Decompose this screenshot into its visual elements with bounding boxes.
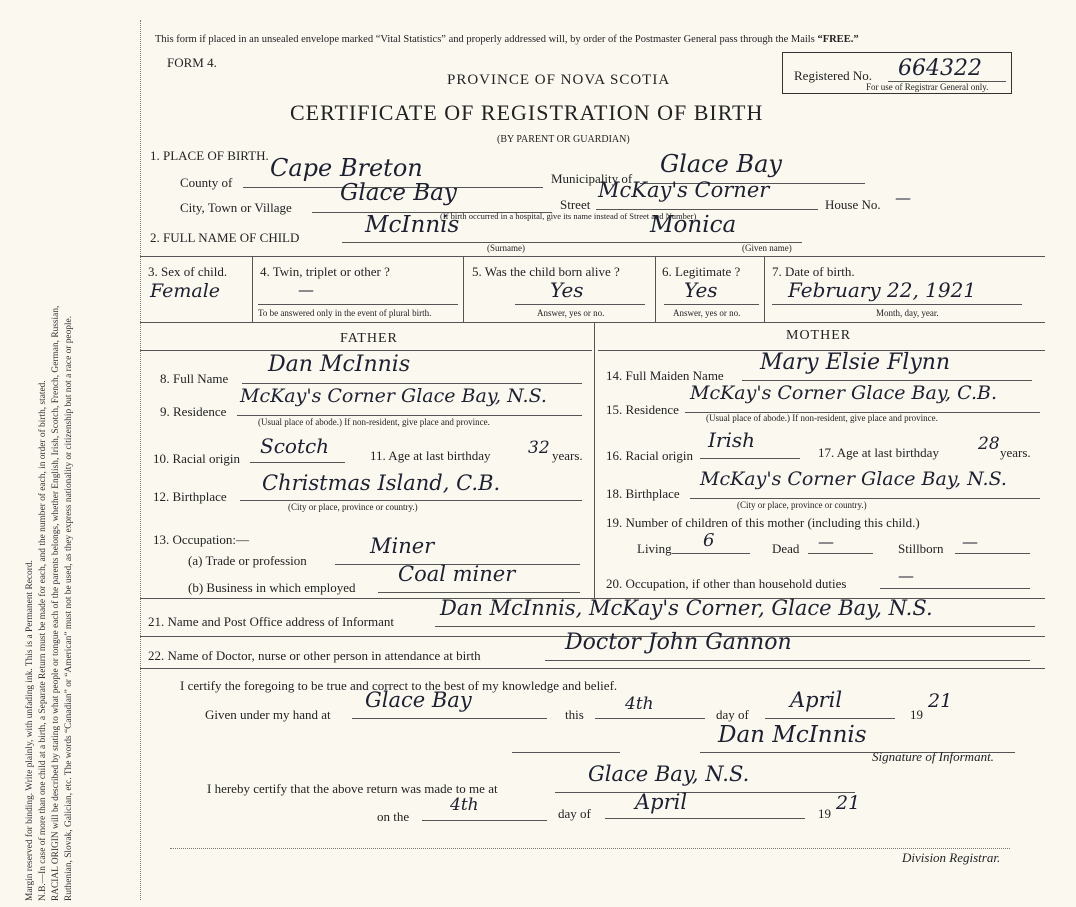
living-value: 6 bbox=[703, 530, 715, 551]
father-years: years. bbox=[552, 448, 583, 463]
mother-racial-label: 16. Racial origin bbox=[606, 448, 694, 463]
registrar-day-line bbox=[422, 820, 547, 821]
informant-line bbox=[435, 626, 1035, 627]
county-value: Cape Breton bbox=[270, 154, 423, 182]
informant-signature-label: Signature of Informant. bbox=[872, 749, 994, 764]
legitimate-line bbox=[664, 304, 759, 305]
mother-name: Mary Elsie Flynn bbox=[760, 350, 951, 375]
given-year-suffix: 21 bbox=[928, 690, 953, 712]
living-label: Living bbox=[637, 541, 672, 556]
registrar-statement: I hereby certify that the above return was made to me at bbox=[207, 781, 498, 796]
legitimate-note: Answer, yes or no. bbox=[673, 308, 741, 318]
street-line bbox=[596, 209, 818, 210]
father-business-line bbox=[378, 592, 580, 593]
grid-line-bottom bbox=[140, 322, 1045, 323]
child-surname: McInnis bbox=[365, 212, 460, 238]
father-residence-line bbox=[237, 415, 582, 416]
alive-value: Yes bbox=[550, 278, 584, 302]
registrar-day: 4th bbox=[450, 795, 479, 815]
given-place-line bbox=[352, 718, 547, 719]
registrar-place-line bbox=[555, 792, 855, 793]
stillborn-line bbox=[955, 553, 1030, 554]
father-name: Dan McInnis bbox=[268, 352, 411, 377]
sex-value: Female bbox=[150, 280, 221, 302]
mother-racial: Irish bbox=[708, 428, 756, 452]
living-line bbox=[672, 553, 750, 554]
legitimate-label: 6. Legitimate ? bbox=[662, 264, 741, 279]
dead-label: Dead bbox=[772, 541, 800, 556]
father-name-label: 8. Full Name bbox=[160, 371, 229, 386]
mother-name-label: 14. Full Maiden Name bbox=[606, 368, 724, 383]
mother-residence-label: 15. Residence bbox=[606, 402, 679, 417]
alive-line bbox=[515, 304, 645, 305]
given-place: Glace Bay bbox=[365, 688, 472, 712]
father-occupation-label: 13. Occupation:— bbox=[153, 532, 250, 547]
grid-divider bbox=[463, 256, 464, 322]
date-line bbox=[772, 304, 1022, 305]
surname-note: (Surname) bbox=[487, 243, 525, 253]
postal-note-text: This form if placed in an unsealed envelope marked “Vital Statistics” and properly addressed will, by order of the Postmaster General pass through the Mails bbox=[155, 34, 815, 45]
dead-line bbox=[808, 553, 873, 554]
municipality-value: Glace Bay bbox=[660, 150, 782, 178]
margin-notes bbox=[24, 41, 76, 901]
father-birthplace-note: (City or place, province or country.) bbox=[288, 502, 418, 512]
father-racial: Scotch bbox=[260, 434, 330, 458]
place-of-birth-label: 1. PLACE OF BIRTH. bbox=[150, 148, 269, 163]
municipality-label: Municipality of bbox=[551, 171, 633, 186]
given-year-prefix: 19 bbox=[910, 707, 923, 722]
binding-margin-line bbox=[140, 20, 141, 900]
postal-note bbox=[155, 34, 859, 45]
city-label: City, Town or Village bbox=[180, 200, 292, 215]
grid-divider bbox=[655, 256, 656, 322]
mother-age: 28 bbox=[978, 434, 1000, 454]
doctor-line bbox=[545, 660, 1030, 661]
informant-label: 21. Name and Post Office address of Informant bbox=[148, 614, 394, 629]
margin-note-line: Ruthenian, Slovak, Galician, etc. The words “Canadian” or “American” must not be used, as they express nationality or citizenship but not a race or people. bbox=[64, 315, 74, 901]
doctor-value: Doctor John Gannon bbox=[565, 630, 792, 655]
margin-note-line: RACIAL ORIGIN will be described by stating to what people or tongue each of the parents belongs, whether English, Irish, Scotch, French, German, Russian, bbox=[51, 305, 61, 901]
house-value: — bbox=[895, 188, 911, 207]
father-age-label: 11. Age at last birthday bbox=[370, 448, 491, 463]
city-value: Glace Bay bbox=[340, 180, 457, 206]
page-title: CERTIFICATE OF REGISTRATION OF BIRTH bbox=[290, 100, 764, 125]
registrar-year-prefix: 19 bbox=[818, 806, 831, 821]
mother-occupation-label: 20. Occupation, if other than household duties bbox=[606, 576, 847, 591]
registrar-day-of-label: day of bbox=[558, 806, 591, 821]
father-business: Coal miner bbox=[398, 562, 516, 586]
street-value: McKay's Corner bbox=[598, 178, 770, 202]
county-label: County of bbox=[180, 175, 233, 190]
form-number: FORM 4. bbox=[167, 55, 217, 70]
given-day-line bbox=[595, 718, 705, 719]
twin-note: To be answered only in the event of plural birth. bbox=[258, 308, 432, 318]
given-under-label: Given under my hand at bbox=[205, 707, 331, 722]
informant-signature: Dan McInnis bbox=[718, 722, 867, 748]
parents-divider bbox=[594, 322, 595, 598]
registrar-use-note: For use of Registrar General only. bbox=[866, 82, 989, 92]
margin-note-line: Margin reserved for binding. Write plainly, with unfading ink. This is a Permanent Record. bbox=[25, 560, 35, 901]
mother-birthplace-line bbox=[690, 498, 1040, 499]
date-note: Month, day, year. bbox=[876, 308, 939, 318]
father-heading-line bbox=[140, 350, 592, 351]
registrar-month-line bbox=[605, 818, 805, 819]
twin-line bbox=[258, 304, 458, 305]
mother-children-label: 19. Number of children of this mother (including this child.) bbox=[606, 515, 920, 530]
registered-number: 664322 bbox=[898, 56, 982, 81]
mother-racial-line bbox=[700, 458, 800, 459]
father-residence-label: 9. Residence bbox=[160, 404, 227, 419]
doctor-label: 22. Name of Doctor, nurse or other person in attendance at birth bbox=[148, 648, 481, 663]
margin-note-line: N.B.—In case of more than one child at a birth, a Separate Return must be made for each, and the number of each, in order of birth, stated. bbox=[38, 380, 48, 901]
mother-occupation-line bbox=[880, 588, 1030, 589]
province-heading: PROVINCE OF NOVA SCOTIA bbox=[447, 72, 671, 88]
alive-note: Answer, yes or no. bbox=[537, 308, 605, 318]
father-age: 32 bbox=[528, 438, 550, 458]
mother-occupation: — bbox=[898, 566, 914, 585]
father-residence-note: (Usual place of abode.) If non-resident, give place and province. bbox=[258, 417, 490, 427]
grid-divider bbox=[252, 256, 253, 322]
given-day: 4th bbox=[625, 694, 654, 714]
father-name-line bbox=[242, 383, 582, 384]
father-residence: McKay's Corner Glace Bay, N.S. bbox=[240, 385, 547, 407]
hospital-note: (If birth occurred in a hospital, give its name instead of Street and Number) bbox=[440, 211, 697, 221]
child-given-name: Monica bbox=[650, 212, 737, 238]
father-racial-line bbox=[250, 462, 345, 463]
mother-age-label: 17. Age at last birthday bbox=[818, 445, 939, 460]
mother-residence: McKay's Corner Glace Bay, C.B. bbox=[690, 382, 998, 404]
given-day-of-label: day of bbox=[716, 707, 749, 722]
doctor-row-line bbox=[140, 668, 1045, 669]
mother-birthplace-label: 18. Birthplace bbox=[606, 486, 680, 501]
page-subtitle: (BY PARENT OR GUARDIAN) bbox=[497, 134, 630, 145]
twin-value: — bbox=[298, 280, 314, 299]
grid-divider bbox=[764, 256, 765, 322]
given-name-note: (Given name) bbox=[742, 243, 792, 253]
stillborn-label: Stillborn bbox=[898, 541, 944, 556]
father-heading: FATHER bbox=[340, 331, 398, 346]
twin-label: 4. Twin, triplet or other ? bbox=[260, 264, 390, 279]
alive-label: 5. Was the child born alive ? bbox=[472, 264, 620, 279]
mother-birthplace: McKay's Corner Glace Bay, N.S. bbox=[700, 468, 1007, 490]
registrar-on-label: on the bbox=[377, 809, 410, 824]
mother-heading: MOTHER bbox=[786, 328, 852, 343]
registrar-place: Glace Bay, N.S. bbox=[588, 762, 750, 786]
certification-statement: I certify the foregoing to be true and correct to the best of my knowledge and belief. bbox=[180, 678, 618, 693]
child-name-line bbox=[342, 242, 802, 243]
house-label: House No. bbox=[825, 197, 881, 212]
child-name-label: 2. FULL NAME OF CHILD bbox=[150, 230, 300, 245]
this-label: this bbox=[565, 707, 584, 722]
date-label: 7. Date of birth. bbox=[772, 264, 855, 279]
registrar-year-suffix: 21 bbox=[836, 792, 861, 814]
father-business-label: (b) Business in which employed bbox=[188, 580, 356, 595]
grid-line-top bbox=[140, 256, 1045, 257]
stillborn-value: — bbox=[962, 532, 978, 551]
registrar-signature-label: Division Registrar. bbox=[902, 850, 1001, 865]
sex-label: 3. Sex of child. bbox=[148, 264, 228, 279]
postal-note-free: “FREE.” bbox=[817, 34, 859, 45]
father-birthplace-label: 12. Birthplace bbox=[153, 489, 227, 504]
father-trade: Miner bbox=[370, 534, 435, 558]
father-birthplace-line bbox=[240, 500, 582, 501]
dead-value: — bbox=[818, 532, 834, 551]
registrar-signature-line bbox=[170, 848, 1010, 849]
father-racial-label: 10. Racial origin bbox=[153, 451, 241, 466]
informant-value: Dan McInnis, McKay's Corner, Glace Bay, N.S. bbox=[440, 596, 933, 620]
date-value: February 22, 1921 bbox=[788, 278, 977, 302]
given-month-line bbox=[765, 718, 895, 719]
registered-label: Registered No. bbox=[794, 68, 872, 83]
mother-residence-note: (Usual place of abode.) If non-resident, give place and province. bbox=[706, 413, 938, 423]
father-trade-label: (a) Trade or profession bbox=[188, 553, 307, 568]
mother-birthplace-note: (City or place, province or country.) bbox=[737, 500, 867, 510]
legitimate-value: Yes bbox=[684, 278, 718, 302]
informant-sig-line-left bbox=[512, 752, 620, 753]
father-birthplace: Christmas Island, C.B. bbox=[262, 471, 501, 495]
mother-name-line bbox=[742, 380, 1032, 381]
mother-years: years. bbox=[1000, 445, 1031, 460]
street-label: Street bbox=[560, 197, 591, 212]
given-month: April bbox=[790, 688, 843, 712]
registrar-month: April bbox=[635, 790, 688, 814]
